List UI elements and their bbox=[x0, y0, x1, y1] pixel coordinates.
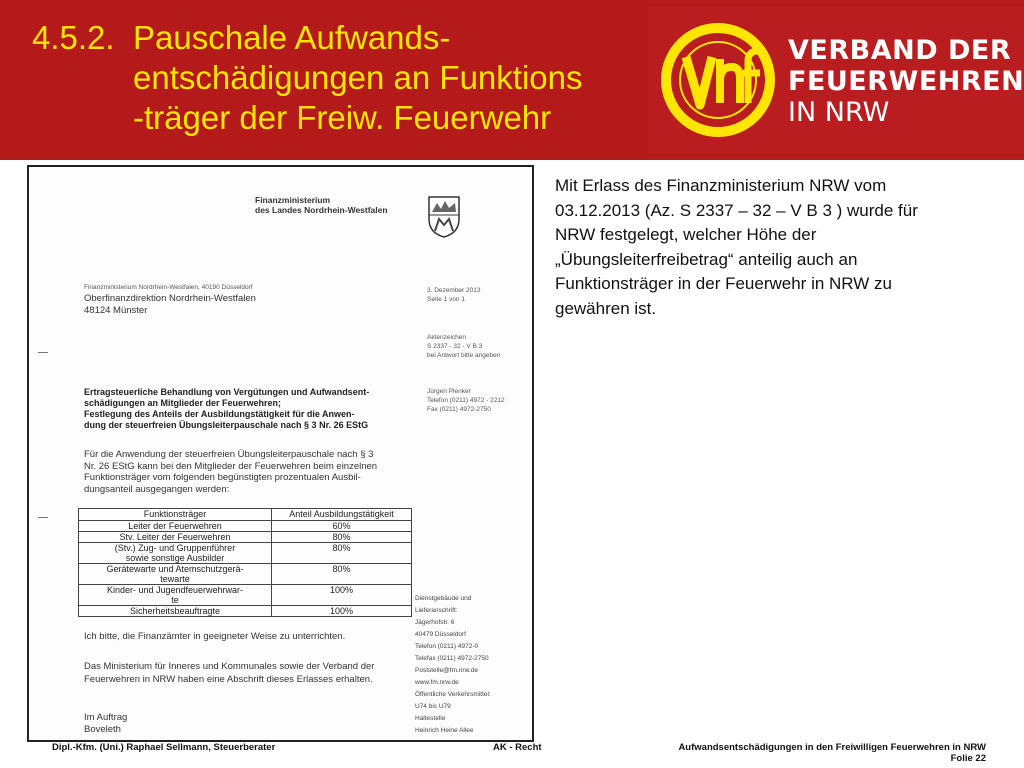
footer-center: AK - Recht bbox=[493, 742, 542, 753]
logo-line: FEUERWEHREN bbox=[788, 66, 1024, 97]
slide-number: Folie 22 bbox=[950, 753, 986, 764]
logo-line: IN NRW bbox=[788, 97, 890, 128]
table-row: Kinder- und Jugendfeuerwehrwar- te 100% bbox=[79, 585, 412, 606]
letter-subject: Ertragsteuerliche Behandlung von Vergütungen und Aufwandsent- schädigungen an Mitglieder der Feuerwehren; Festlegung des Anteils der Ausbildungstätigkeit für die Anwen- dung der steuerfreien Übungsleiterpauschale nach § 3 Nr. 26 EStG bbox=[84, 387, 370, 430]
logo-line: VERBAND DER bbox=[788, 35, 1012, 66]
vdf-logo bbox=[648, 7, 1024, 153]
ministry-address-block: Dienstgebäude und Lieferanschrift: Jägerhofstr. 6 40479 Düsseldorf Telefon (0211) 4972-0 Telefax (0211) 4972-2750 Poststelle@fm.nrw.de www.fm.nrw.de Öffentliche Verkehrsmittel: U74 bis U79 Haltestelle Heinrich Heine Allee bbox=[415, 595, 491, 734]
table-header-row bbox=[79, 509, 412, 521]
ministry-name: Finanzministerium des Landes Nordrhein-Westfalen bbox=[255, 195, 388, 215]
logo-monogram: vdf bbox=[717, 147, 719, 148]
table-header: Anteil Ausbildungstätigkeit bbox=[272, 509, 412, 521]
recipient-address: Oberfinanzdirektion Nordrhein-Westfalen 48124 Münster bbox=[84, 293, 256, 316]
letter-paragraph: Für die Anwendung der steuerfreien Übungsleiterpauschale nach § 3 Nr. 26 EStG kann bei den Mitglieder der Feuerwehren beim einzelnen Funktionsträger vom folgenden begünstigten prozentualen Ausbil- dungsanteil ausgegangen werden: bbox=[84, 449, 378, 495]
table-header: Funktionsträger bbox=[79, 509, 272, 521]
title-line: Pauschale Aufwands- bbox=[133, 19, 451, 56]
letter-date: 3. Dezember 2013 Seite 1 von 1 bbox=[427, 287, 481, 303]
scanned-letter bbox=[27, 165, 534, 742]
punch-mark bbox=[38, 352, 48, 353]
signature-block: Im Auftrag Boveleth bbox=[84, 712, 128, 735]
table-row: Gerätewarte und Atemschutzgerä- tewarte 80% bbox=[79, 564, 412, 585]
function-table bbox=[78, 508, 412, 617]
table-row: Sicherheitsbeauftragte 100% bbox=[79, 606, 412, 617]
table-row: Stv. Leiter der Feuerwehren 80% bbox=[79, 532, 412, 543]
explanation-text: Mit Erlass des Finanzministerium NRW vom 03.12.2013 (Az. S 2337 – 32 – V B 3 ) wurde für NRW festgelegt, welcher Höhe der „Übungsleiterfreibetrag“ anteilig auch an Funktionsträger in der Feuerwehr in NRW zu gewähren ist. bbox=[555, 176, 918, 318]
sender-line: Finanzministerium Nordrhein-Westfalen, 40190 Düsseldorf bbox=[84, 284, 253, 291]
reference-number: Aktenzeichen S 2337 - 32 - V B 3 bei Antwort bitte angeben bbox=[427, 334, 501, 359]
closing-paragraph: Das Ministerium für Inneres und Kommunales sowie der Verband der Feuerwehren in NRW haben eine Abschrift dieses Erlasses erhalten. bbox=[84, 661, 375, 685]
title-line: -träger der Freiw. Feuerwehr bbox=[133, 99, 552, 136]
table-row: (Stv.) Zug- und Gruppenführer sowie sonstige Ausbilder 80% bbox=[79, 543, 412, 564]
section-number: 4.5.2. bbox=[32, 19, 115, 56]
vdf-emblem-icon bbox=[648, 7, 788, 153]
slide-header bbox=[0, 0, 1024, 160]
nrw-coat-of-arms-icon bbox=[427, 195, 461, 239]
table-row: Leiter der Feuerwehren 60% bbox=[79, 521, 412, 532]
title-line: entschädigungen an Funktions bbox=[133, 59, 583, 96]
contact-info: Jürgen Plenker Telefon (0211) 4972 - 2212 Fax (0211) 4972-2750 bbox=[427, 388, 505, 413]
footer-title: Aufwandsentschädigungen in den Freiwilligen Feuerwehren in NRW Folie 22 bbox=[678, 742, 986, 764]
closing-sentence: Ich bitte, die Finanzämter in geeigneter Weise zu unterrichten. bbox=[84, 631, 346, 642]
punch-mark bbox=[38, 517, 48, 518]
footer-author: Dipl.-Kfm. (Uni.) Raphael Sellmann, Steuerberater bbox=[52, 742, 276, 753]
